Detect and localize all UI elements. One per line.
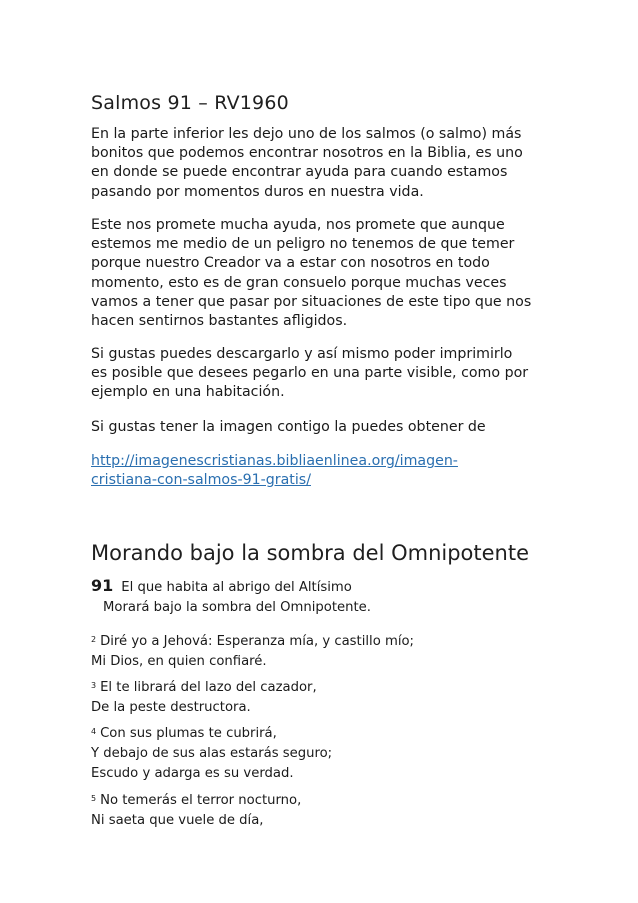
text-line: Si gustas tener la imagen contigo la puedes obtener de	[91, 419, 486, 435]
verse-line	[91, 630, 414, 652]
verse-line: Escudo y adarga es su verdad.	[91, 766, 294, 781]
verse-line	[91, 676, 317, 698]
verse-1	[91, 576, 371, 618]
verse-4	[91, 722, 332, 784]
verse-number: 3	[91, 681, 97, 690]
verse-number: 2	[91, 635, 97, 644]
verse-line	[91, 789, 301, 811]
verse-line	[91, 722, 332, 744]
verse-text: El te librará del lazo del cazador,	[100, 680, 317, 695]
text-line: momento, esto es de gran consuelo porque muchas veces	[91, 274, 507, 291]
paragraph-download	[91, 345, 547, 403]
text-line: bonitos que podemos encontrar nosotros en la Biblia, es uno	[91, 145, 523, 162]
paragraph-intro	[91, 125, 547, 202]
verse-line: De la peste destructora.	[91, 700, 251, 715]
text-line: es posible que desees pegarlo en una parte visible, como por	[91, 365, 529, 382]
text-line: Si gustas puedes descargarlo y así mismo poder imprimirlo	[91, 346, 513, 362]
verse-line: Y debajo de sus alas estarás seguro;	[91, 746, 333, 761]
text-line: porque nuestro Creador va a estar con nosotros en todo	[91, 255, 490, 272]
text-line: estemos me medio de un peligro no tenemos de que temer	[91, 236, 515, 253]
link-line[interactable]: cristiana-con-salmos-91-gratis/	[91, 472, 311, 489]
verse-line: Morará bajo la sombra del Omnipotente.	[103, 600, 371, 615]
verse-line: Ni saeta que vuele de día,	[91, 813, 264, 828]
verse-text: Diré yo a Jehová: Esperanza mía, y castillo mío;	[100, 634, 414, 649]
image-link[interactable]	[91, 452, 458, 490]
verse-text: El que habita al abrigo del Altísimo	[121, 580, 352, 595]
section-title: Morando bajo la sombra del Omnipotente	[91, 541, 530, 565]
verse-number: 4	[91, 727, 97, 736]
chapter-number: 91	[91, 576, 114, 595]
verse-text: Con sus plumas te cubrirá,	[100, 726, 277, 741]
verse-text: No temerás el terror nocturno,	[100, 793, 302, 808]
verse-5	[91, 789, 301, 831]
text-line: pasando por momentos duros en nuestra vida.	[91, 183, 424, 200]
verse-2	[91, 630, 414, 672]
verse-line	[91, 576, 371, 598]
text-line: Este nos promete mucha ayuda, nos promete que aunque	[91, 217, 505, 233]
verse-line: Mi Dios, en quien confiaré.	[91, 654, 267, 669]
paragraph-image	[91, 418, 547, 437]
text-line: hacen sentirnos bastantes afligidos.	[91, 313, 348, 330]
text-line: ejemplo en una habitación.	[91, 384, 285, 401]
paragraph-promise	[91, 216, 547, 331]
verse-3	[91, 676, 317, 718]
text-line: en donde se puede encontrar ayuda para cuando estamos	[91, 164, 508, 181]
text-line: vamos a tener que pasar por situaciones de este tipo que nos	[91, 293, 532, 310]
link-line[interactable]: http://imagenescristianas.bibliaenlinea.org/imagen-	[91, 453, 458, 469]
text-line: En la parte inferior les dejo uno de los salmos (o salmo) más	[91, 126, 522, 142]
verse-number: 5	[91, 794, 97, 803]
document-title: Salmos 91 – RV1960	[91, 92, 289, 114]
